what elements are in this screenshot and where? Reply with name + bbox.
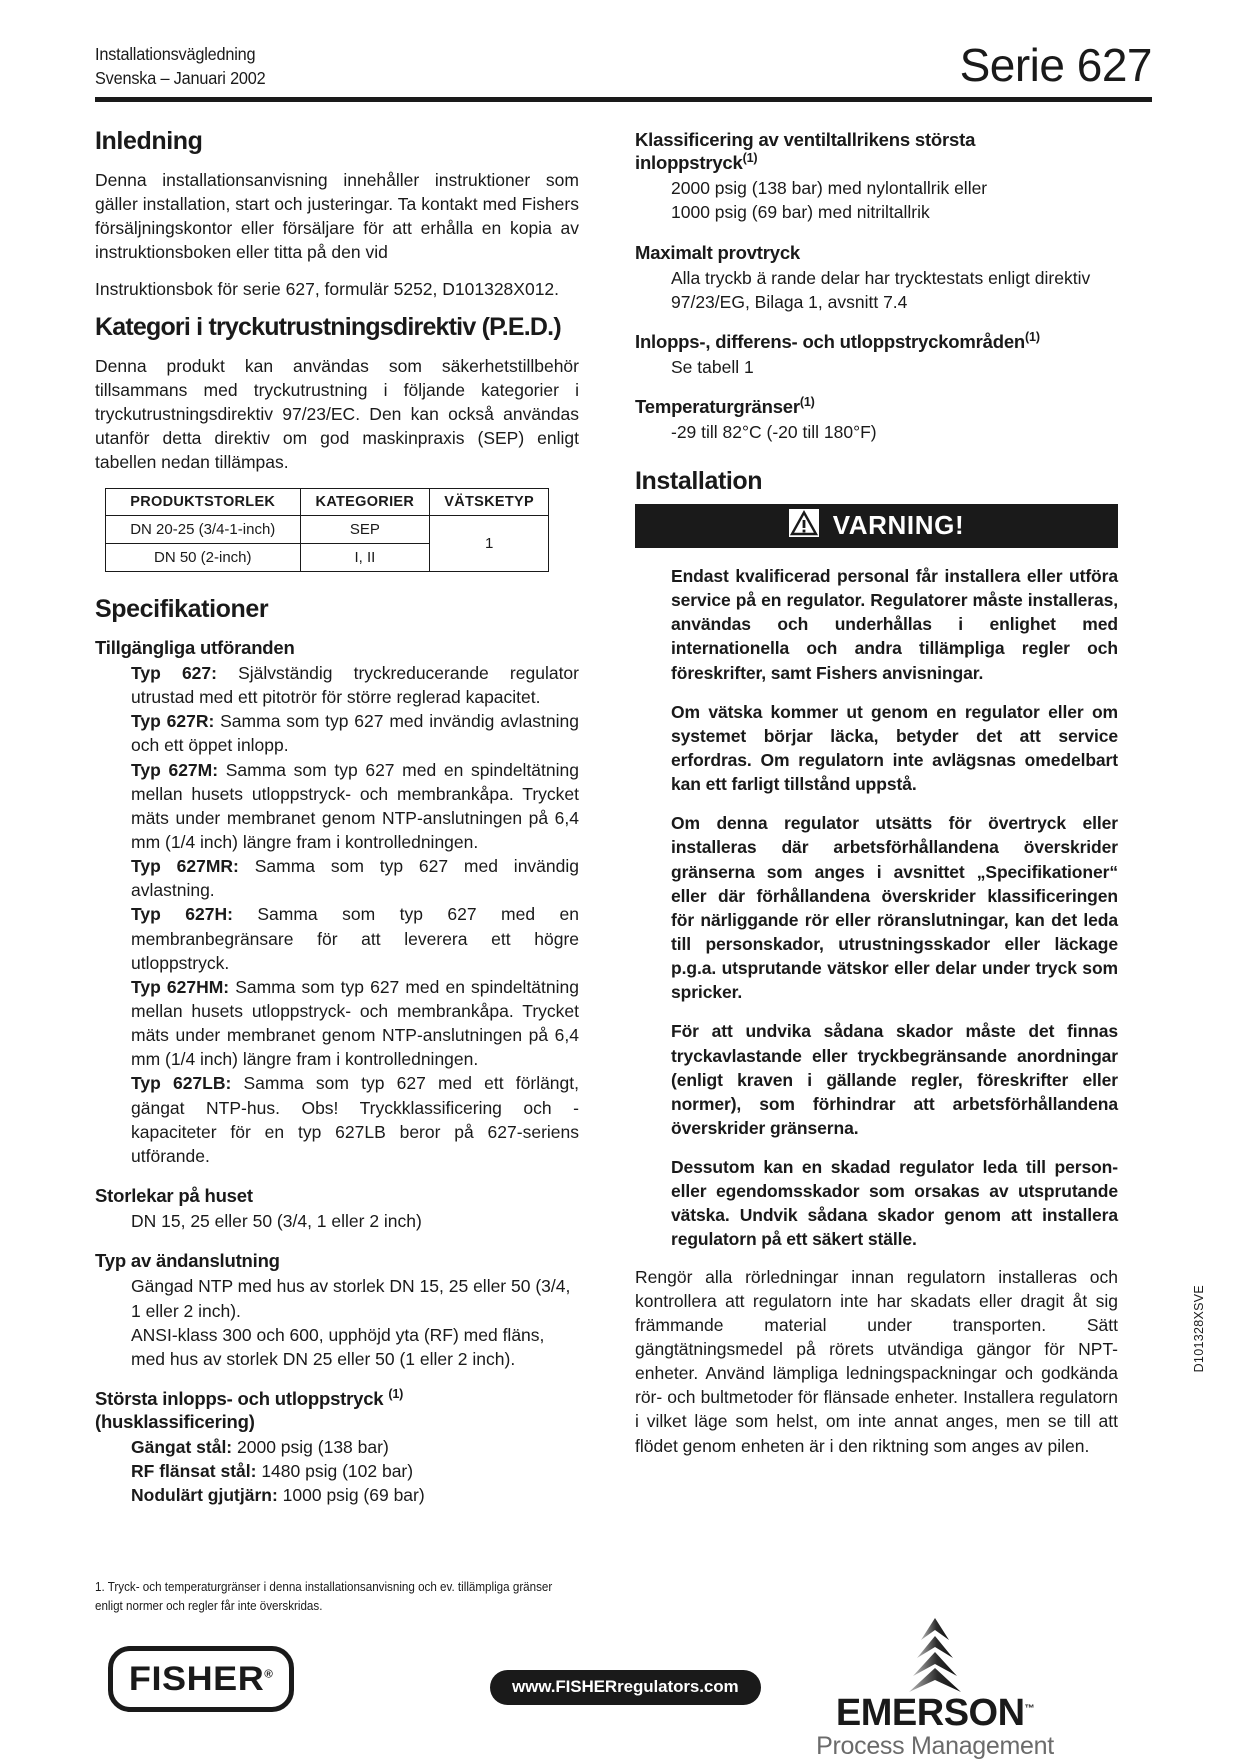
warning-paragraph: Dessutom kan en skadad regulator leda till person- eller egendomsskador som orsakas av utsprutande vätska. Undvik sådana skador genom att installera regulatorn på ett säkert ställe. xyxy=(671,1157,1118,1250)
inledning-paragraph-1: Denna installationsanvisning innehåller instruktioner som gäller installation, start och justeringar. Ta kontakt med Fishers försäljningskontor eller försäljare för att erhålla en kopia av instruktionsboken eller titta på den vid xyxy=(95,169,579,262)
footnote-marker: (1) xyxy=(742,150,758,165)
andanslutning-line-1: Gängad NTP med hus av storlek DN 15, 25 eller 50 (3/4, 1 eller 2 inch). xyxy=(131,1276,571,1321)
list-item xyxy=(131,661,579,709)
warning-banner xyxy=(635,504,1118,548)
warning-paragraph: Om denna regulator utsätts för övertryck eller installeras där arbetsförhållandena överskrider gränserna som anges i avsnittet „Specifikationer“ eller där förhållandena överskrider klassificeringen för närliggande rör eller röranslutningar, kan det leda till personskador, utrustningsskador eller läckage p.g.a. utsprutande vätskor eller delar under tryck som spricker. xyxy=(671,813,1118,1003)
tryckomraden-content xyxy=(671,355,1118,379)
list-item xyxy=(131,1071,579,1168)
temperatur-content xyxy=(671,420,1118,444)
warning-label: VARNING! xyxy=(832,510,965,541)
cell-storlek: DN 50 (2-inch) xyxy=(106,544,301,572)
fisher-logo-text xyxy=(129,1660,273,1699)
spec-label: Typ 627MR: xyxy=(131,856,239,877)
document-code: D101328XSVE xyxy=(1192,1285,1206,1373)
klassificering-line-1: 2000 psig (138 bar) med nylontallrik eller xyxy=(671,178,988,199)
klassificering-heading-line-1: Klassificering av ventiltallrikens största xyxy=(635,129,976,150)
footnote-marker: (1) xyxy=(1025,329,1040,344)
inledning-paragraph-2: Instruktionsbok för serie 627, formulär 5252, D101328X012. xyxy=(95,279,560,300)
content-columns xyxy=(95,128,1152,1508)
tryckomraden-heading-text: Inlopps-, differens- och utloppstryckområden xyxy=(635,330,1026,352)
material-value: 1000 psig (69 bar) xyxy=(277,1485,425,1506)
list-item xyxy=(131,758,579,855)
heading-kategori-ped: Kategori i tryckutrustningsdirektiv (P.E.D.) xyxy=(95,313,561,342)
storlekar-text: DN 15, 25 eller 50 (3/4, 1 eller 2 inch) xyxy=(131,1211,422,1232)
header-language-date: Svenska – Januari 2002 xyxy=(95,67,266,88)
material-label: Nodulärt gjutjärn: xyxy=(131,1485,278,1506)
spec-text: Samma som typ 627 med en spindeltätning mellan husets utloppstryck- och membrankåpa. Trycket mäts under membranet genom NTP-anslutningen på 6,4 mm (1/4 inch) längre fram i kontrolledningen. xyxy=(131,976,579,1070)
spec-text: Samma som typ 627 med invändig avlastning. xyxy=(131,856,579,901)
material-value: 2000 psig (138 bar) xyxy=(232,1437,389,1458)
warning-paragraph: Om vätska kommer ut genom en regulator eller om systemet börjar läcka, betyder det att service erfordras. Om regulatorn inte avlägsnas omedelbart kan ett farligt tillstånd uppstå. xyxy=(671,701,1118,795)
right-column xyxy=(635,128,1118,1471)
spec-text: Samma som typ 627 med invändig avlastning och ett öppet inlopp. xyxy=(131,711,580,756)
list-item xyxy=(131,1483,579,1507)
emerson-name-text: EMERSON xyxy=(835,1692,1025,1734)
storsta-tryck-heading-line-1: Största inlopps- och utloppstryck xyxy=(95,1387,384,1409)
fisher-logo xyxy=(108,1646,294,1712)
heading-typ-av-andanslutning: Typ av ändanslutning xyxy=(95,1250,280,1272)
storlekar-content xyxy=(131,1209,579,1233)
emerson-logo xyxy=(800,1618,1070,1761)
list-item xyxy=(131,1459,579,1483)
andanslutning-content xyxy=(131,1274,579,1371)
website-url-badge[interactable]: www.FISHERregulators.com xyxy=(490,1670,761,1705)
warning-paragraph: För att undvika sådana skador måste det finnas tryckavlastande eller tryckbegränsande anordningar (enligt kraven i gällande regler, föreskrifter eller normer), som förhindrar att arbetsförhållandena överskrider gränserna. xyxy=(671,1021,1118,1138)
material-value: 1480 psig (102 bar) xyxy=(256,1461,414,1482)
page-title: Serie 627 xyxy=(959,39,1152,91)
kategori-paragraph: Denna produkt kan användas som säkerhetstillbehör tillsammans med tryckutrustning i följande kategorier i tryckutrustningsdirektiv 97/23/EC. Den kan också användas utanför detta direktiv om god maskinpraxis (SEP) enligt tabellen nedan tillämpas. xyxy=(95,355,579,473)
spec-label: Typ 627LB: xyxy=(131,1073,232,1094)
tryckomraden-text: Se tabell 1 xyxy=(671,357,754,378)
left-column xyxy=(95,128,579,1508)
cell-kategori: SEP xyxy=(300,516,430,544)
footnote-marker: (1) xyxy=(799,395,815,410)
heading-tillgangliga-utforanden: Tillgängliga utföranden xyxy=(95,636,295,658)
tillgangliga-list xyxy=(131,661,579,1168)
emerson-wordmark xyxy=(836,1694,1034,1732)
spec-label: Typ 627HM: xyxy=(131,976,230,997)
page-footer xyxy=(0,1618,1240,1760)
header-doc-type: Installationsvägledning xyxy=(95,44,256,65)
heading-temperaturgranser xyxy=(635,395,1118,418)
spec-label: Typ 627H: xyxy=(131,904,233,925)
material-label: RF flänsat stål: xyxy=(131,1461,257,1482)
warning-paragraph: Endast kvalificerad personal får installera eller utföra service på en regulator. Regulatorer måste installeras, användas och underhållas i enlighet med internationella och andra tillämpliga regler och föreskrifter, samt Fishers anvisningar. xyxy=(671,565,1118,683)
andanslutning-line-2: ANSI-klass 300 och 600, upphöjd yta (RF) med fläns, med hus av storlek DN 25 eller 50 (1 eller 2 inch). xyxy=(131,1324,545,1369)
spec-label: Typ 627: xyxy=(131,663,217,684)
klassificering-heading-line-2: inloppstryck xyxy=(635,152,743,174)
spec-text: Samma som typ 627 med ett förlängt, gängat NTP-hus. Obs! Tryckklassificering och -kapaciteter för en typ 627LB beror på 627-seriens utförande. xyxy=(131,1073,580,1166)
temperatur-text: -29 till 82°C (-20 till 180°F) xyxy=(671,422,877,443)
heading-inledning: Inledning xyxy=(95,127,203,155)
provtryck-text: Alla tryckb ä rande delar har trycktestats enligt direktiv 97/23/EG, Bilaga 1, avsnitt 7.4 xyxy=(671,267,1091,312)
col-produktstorlek: PRODUKTSTORLEK xyxy=(106,489,301,516)
warning-triangle-icon xyxy=(789,509,819,542)
storsta-tryck-list xyxy=(131,1435,579,1507)
emerson-wordmark-row xyxy=(800,1692,1070,1732)
col-vatsketyp: VÄTSKETYP xyxy=(430,489,549,516)
installation-body-paragraph: Rengör alla rörledningar innan regulatorn installeras och kontrollera att regulatorn inte har skadats eller dragit åt sig främmande material under transporten. Sätt gängtätningsmedel på rörets utvändiga gängor för NPT-enheter. Använd lämpliga ledningspackningar och godkända rör- och bultmetoder för flänsade enheter. Installera regulatorn i vilket läge som helst, om inte annat anges, men se till att flödet genom enheten är i den riktning som anges av pilen. xyxy=(635,1266,1118,1456)
temperatur-heading-text: Temperaturgränser xyxy=(635,396,800,418)
registered-trademark-icon: ® xyxy=(264,1668,274,1681)
heading-storlekar-pa-huset: Storlekar på huset xyxy=(95,1184,253,1206)
list-item xyxy=(131,902,579,974)
spec-text: Samma som typ 627 med en spindeltätning mellan husets utloppstryck- och membrankåpa. Trycket mäts under membranet genom NTP-anslutningen på 6,4 mm (1/4 inch) längre fram i kontrolledningen. xyxy=(131,759,579,853)
page-header xyxy=(95,39,1152,94)
heading-specifikationer: Specifikationer xyxy=(95,595,269,624)
klassificering-line-2: 1000 psig (69 bar) med nitriltallrik xyxy=(671,202,930,223)
fisher-wordmark: FISHER xyxy=(128,1659,265,1698)
table-row xyxy=(106,516,549,544)
footnote-marker: (1) xyxy=(388,1386,404,1401)
spec-text: Självständig tryckreducerande regulator utrustad med ett pitotrör för större reglerad kapacitet. xyxy=(131,663,579,708)
material-label: Gängat stål: xyxy=(131,1437,233,1458)
spec-label: Typ 627R: xyxy=(131,711,215,732)
header-divider xyxy=(95,97,1152,102)
heading-klassificering xyxy=(635,128,1118,174)
provtryck-content xyxy=(671,266,1118,314)
ped-category-table xyxy=(105,488,549,572)
header-meta xyxy=(95,43,266,90)
trademark-icon: ™ xyxy=(1024,1703,1035,1715)
heading-storsta-tryck xyxy=(95,1387,579,1433)
spec-label: Typ 627M: xyxy=(131,759,219,780)
col-kategorier: KATEGORIER xyxy=(300,489,430,516)
page-footnote: 1. Tryck- och temperaturgränser i denna installationsanvisning och ev. tillämpliga gränser enligt normer och regler får inte överskridas. xyxy=(95,1580,553,1613)
spec-text: Samma som typ 627 med en membranbegränsare för att leverera ett högre utloppstryck. xyxy=(131,904,579,973)
cell-storlek: DN 20-25 (3/4-1-inch) xyxy=(106,516,301,544)
table-header-row xyxy=(106,489,549,516)
list-item xyxy=(131,975,579,1072)
klassificering-content xyxy=(671,176,1118,224)
emerson-tagline: Process Management xyxy=(816,1732,1054,1760)
cell-kategori: I, II xyxy=(300,544,430,572)
list-item xyxy=(131,1435,579,1459)
list-item xyxy=(131,709,579,757)
list-item xyxy=(131,854,579,902)
emerson-chevron-icon xyxy=(905,1618,965,1692)
heading-maximalt-provtryck: Maximalt provtryck xyxy=(635,241,801,263)
heading-installation: Installation xyxy=(635,467,763,496)
warning-text-block xyxy=(671,564,1118,1252)
storsta-tryck-heading-line-2: (husklassificering) xyxy=(95,1411,255,1433)
heading-tryckomraden xyxy=(635,330,1118,353)
cell-vatsketyp: 1 xyxy=(430,516,549,572)
